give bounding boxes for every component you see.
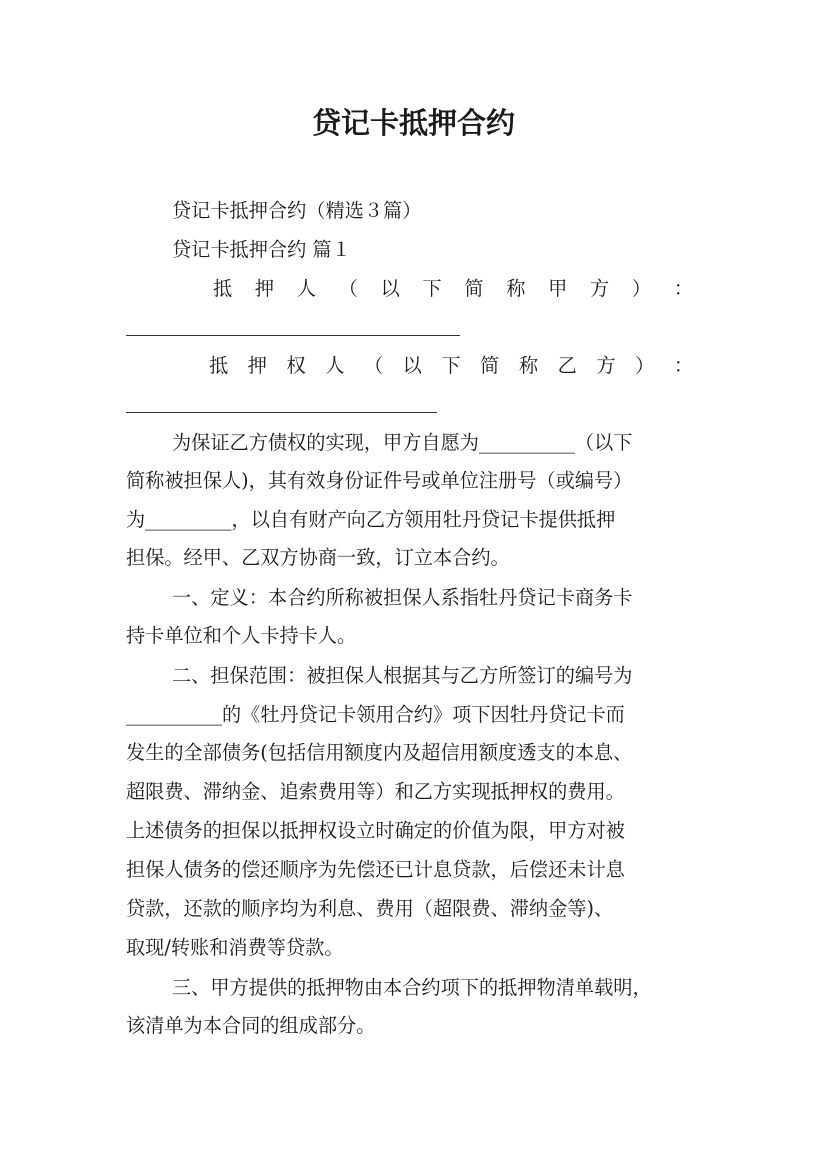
body-line: 取现/转账和消费等贷款。 [126, 936, 344, 959]
body-line: 上述债务的担保以抵押权设立时确定的价值为限，甲方对被 [126, 819, 625, 842]
body-line: 持卡单位和个人卡持卡人。 [126, 624, 357, 647]
body-line: 为保证乙方债权的实现，甲方自愿为__________（以下 [172, 431, 633, 454]
char: ） [631, 277, 652, 300]
char: （ [338, 277, 358, 300]
body-line: 贷款，还款的顺序均为利息、费用（超限费、滞纳金等)、 [126, 897, 614, 920]
char: 简 [464, 277, 484, 300]
char: ： [673, 277, 693, 300]
char: 抵 [213, 277, 233, 300]
char: 下 [441, 354, 461, 377]
body-line: 简称被担保人)，其有效身份证件号或单位注册号（或编号） [126, 469, 633, 492]
char: 抵 [209, 354, 229, 377]
body-line: 为_________，以自有财产向乙方领用牡丹贷记卡提供抵押 [126, 508, 616, 531]
body-line: 该清单为本合同的组成部分。 [126, 1014, 376, 1037]
char: 方 [590, 277, 610, 300]
body-line: __________的《牡丹贷记卡领用合约》项下因牡丹贷记卡而 [126, 703, 625, 726]
char: 人 [296, 277, 316, 300]
body-line: 担保人债务的偿还顺序为先偿还已计息贷款，后偿还未计息 [126, 858, 625, 881]
body-line: 一、定义：本合约所称被担保人系指牡丹贷记卡商务卡 [172, 586, 633, 609]
char: 甲 [548, 277, 568, 300]
party-a-label [213, 274, 693, 304]
char: 人 [325, 354, 345, 377]
char: 押 [254, 277, 275, 300]
char: 以 [380, 277, 400, 300]
party-b-blank-line [126, 412, 437, 413]
document-title: 贷记卡抵押合约 [311, 106, 515, 140]
intro-line: 贷记卡抵押合约（精选３篇） [172, 199, 422, 222]
body-line: 超限费、滞纳金、追索费用等）和乙方实现抵押权的费用。 [126, 780, 625, 803]
char: ） [635, 354, 655, 377]
char: 称 [518, 354, 539, 377]
char: 乙 [557, 354, 577, 377]
body-line: 三、甲方提供的抵押物由本合约项下的抵押物清单载明， [172, 976, 652, 999]
char: （ [363, 354, 384, 377]
char: 以 [402, 354, 422, 377]
char: 押 [247, 354, 267, 377]
body-line: 二、担保范围：被担保人根据其与乙方所签订的编号为 [172, 664, 633, 687]
char: 称 [506, 277, 526, 300]
char: 方 [596, 354, 616, 377]
party-a-blank-line [126, 335, 460, 336]
char: 简 [480, 354, 500, 377]
char: 下 [422, 277, 442, 300]
intro-line: 贷记卡抵押合约 篇１ [172, 238, 351, 261]
char: 权 [286, 354, 306, 377]
char: ： [673, 354, 693, 377]
body-line: 担保。经甲、乙双方协商一致，订立本合约。 [126, 546, 510, 569]
body-line: 发生的全部债务(包括信用额度内及超信用额度透支的本息、 [126, 741, 633, 764]
party-b-label [209, 351, 693, 381]
